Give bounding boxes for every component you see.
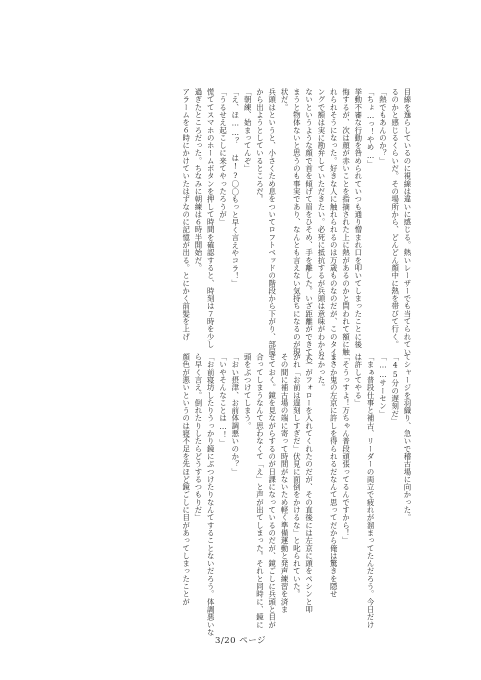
text-line: なかった。 — [316, 353, 326, 392]
text-line: まうと物体ないと思うのも事実であり、なんとも言えない気持ちになるのが現 — [292, 88, 302, 356]
text-line: 状だ。 — [280, 88, 290, 111]
text-line: まさか鬼の左京に許しを得られるだなんて思ってだから俺は驚きを隠せ — [329, 353, 339, 598]
page-number: 3/20 ページ — [214, 636, 267, 646]
text-line: 悔するが、次は顔が赤いことを指摘された上に熱があるのかと問われて額に触 — [341, 88, 351, 356]
text-line: 「……サーセン」 — [378, 353, 388, 418]
text-line: 「いやそんなことは…！」 — [218, 353, 228, 447]
text-line: 「朝練、始まってんぞ」 — [243, 88, 253, 173]
text-line: ないというような顔で首を傾げて眉をひそめ、手を離した。いざ距離ができてし — [304, 88, 314, 364]
text-line: ら早く言え。倒れたりしたらどうするつもりだ」 — [193, 353, 203, 522]
upper-text-block — [179, 88, 413, 364]
text-line: かれ「お前は遅刻しすぎだ」伏見に面倒をかけるな」と叱られていた。 — [292, 353, 302, 598]
text-line: てシャージを羽織り、急いで稽古場に向かった。 — [403, 353, 412, 522]
text-line: 「まぁ普段仕事と補古、リーダーの両立で疲れが溜まってたんだろう。今日だけ — [366, 353, 376, 629]
text-line: 「おい摂津、お前体調悪いのか？」 — [230, 353, 240, 476]
text-line: せておく。鏡を見ながらするのが日課になっているのだが、鏡ごしに兵頭と目が — [267, 353, 277, 629]
text-line: は許してやる」 — [353, 353, 363, 407]
text-line: るのかと感じるくらいだ。その場所から、どんどん顔中に熱を帯びて行く。 — [390, 88, 400, 349]
text-line: 慌ててスマホのホームボタンを押して時間を確認すると、時刻は７時を少し — [206, 88, 216, 349]
text-line: 過ぎたところだった。ちなみに朝練は６時半開始だ。 — [193, 88, 203, 272]
text-line: 「え、ほ……？ は!?〇〇もっと早く言えやコラ！」 — [230, 88, 240, 288]
text-line: アラームを６時にかけていたはずなのに記憶が出る。とにかく前髪を上げ — [181, 88, 191, 341]
text-line: から出ようとしているところだ。 — [255, 88, 265, 203]
text-line: 「ちょ…っ！やめ…」 — [366, 88, 376, 168]
text-line: 太一がフォローを入れてくれたのだが、その直後には左京に頭をペシンと叩 — [304, 353, 314, 614]
text-line: 兵頭はというと、小さくため息をついてロフトベッドの階段から下がり、部屋 — [267, 88, 277, 356]
text-line: 合ってしまうなんて思わなくて「え」と声が出てしまった。それと同時に、鏡に — [255, 353, 265, 629]
text-line: 目線を逸らしているのに視線は違いに感じる。熱いレーザーでも当てられてい — [403, 88, 412, 356]
text-line: 「45分の遅刻だ」 — [390, 353, 400, 426]
text-line: 顔色が悪いというのは寝不足を先ほど鏡ごしに目があってしまったことが — [181, 353, 191, 606]
text-line: 挙動不審な行動を咎められていつも通り憎まれ口を叩いてしまったことに後 — [353, 88, 363, 349]
text-line: その間に補古場の端に寄って時間がないため軽く準備運動と発声練習を済ま — [280, 353, 290, 614]
text-line: 「うるせえ起こしに来てやったろうが」 — [218, 88, 228, 226]
text-line: 「そうっすよ！万ちゃん普段頑張ってるんですから！」 — [341, 353, 351, 545]
text-line: ングで額は実に勘弁していただきたい。必死に抵抗するが兵頭は意味がわから — [316, 88, 326, 356]
text-line: 頭をぶつけてしまう。 — [243, 353, 253, 430]
text-line: 「お前寝坊したりうっかり鏡にぶつけたりなんてすることないだろう。体調悪いな — [206, 353, 216, 637]
text-line: 「熱でもあんのか？」 — [378, 88, 388, 165]
text-line: れられそうになった。好きな人に触れられるのは万歳ものなのだが、このタイミ — [329, 88, 339, 364]
lower-text-block — [179, 353, 413, 637]
